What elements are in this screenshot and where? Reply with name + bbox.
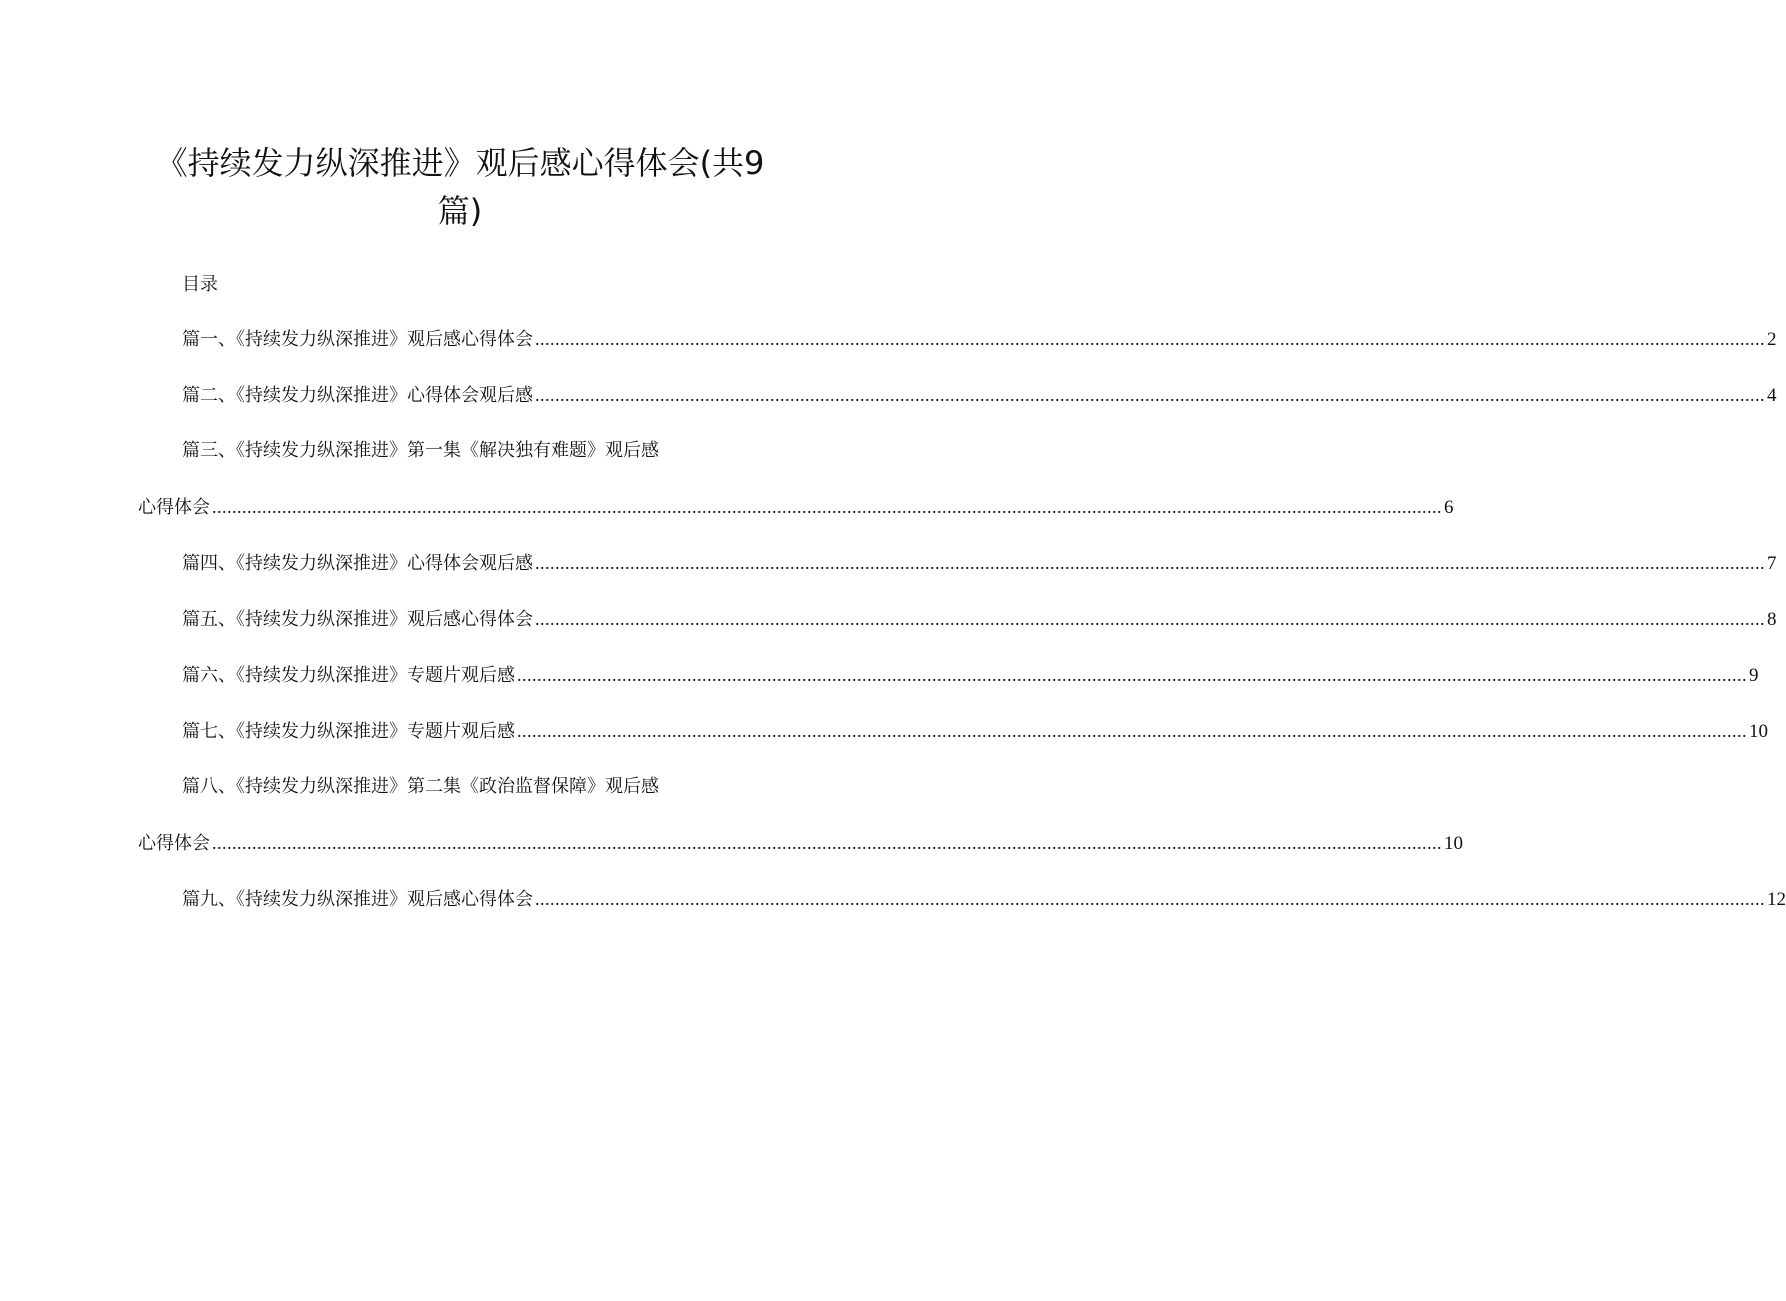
document-title-line-2: 篇) <box>437 192 483 230</box>
toc-entry-title: 篇七、《持续发力纵深推进》专题片观后感 <box>182 721 515 742</box>
toc-heading: 目录 <box>182 274 218 295</box>
toc-entry-4[interactable] <box>182 550 1777 577</box>
toc-page-number: 10 <box>1749 721 1768 742</box>
toc-entry-8-line-2[interactable] <box>138 830 1463 857</box>
toc-entry-8-line-1[interactable]: 篇八、《持续发力纵深推进》第二集《政治监督保障》观后感 <box>182 776 659 797</box>
toc-entry-9[interactable] <box>182 886 1786 913</box>
toc-page-number: 12 <box>1767 889 1786 910</box>
toc-entry-title: 心得体会 <box>138 497 210 518</box>
toc-dot-leader: ...................................................................................................................................................................................................................................................... <box>212 497 1442 517</box>
toc-dot-leader: ...................................................................................................................................................................................................................................................... <box>535 889 1765 909</box>
toc-dot-leader: ...................................................................................................................................................................................................................................................... <box>535 553 1765 573</box>
toc-entry-7[interactable] <box>182 718 1768 745</box>
toc-entry-title: 篇二、《持续发力纵深推进》心得体会观后感 <box>182 385 533 406</box>
toc-dot-leader: ...................................................................................................................................................................................................................................................... <box>535 385 1765 405</box>
toc-entry-1[interactable] <box>182 326 1777 353</box>
toc-entry-3-line-2[interactable] <box>138 494 1454 521</box>
toc-entry-2[interactable] <box>182 382 1777 409</box>
toc-entry-6[interactable] <box>182 662 1759 689</box>
toc-entry-title: 篇四、《持续发力纵深推进》心得体会观后感 <box>182 553 533 574</box>
toc-entry-title: 心得体会 <box>138 833 210 854</box>
toc-entry-title: 篇九、《持续发力纵深推进》观后感心得体会 <box>182 889 533 910</box>
toc-entry-title: 篇一、《持续发力纵深推进》观后感心得体会 <box>182 329 533 350</box>
toc-entry-5[interactable] <box>182 606 1777 633</box>
document-title-line-1: 《持续发力纵深推进》观后感心得体会(共9 <box>155 144 765 182</box>
toc-page-number: 4 <box>1767 385 1777 406</box>
toc-page-number: 2 <box>1767 329 1777 350</box>
toc-entry-3-line-1[interactable]: 篇三、《持续发力纵深推进》第一集《解决独有难题》观后感 <box>182 440 659 461</box>
toc-dot-leader: ...................................................................................................................................................................................................................................................... <box>535 329 1765 349</box>
toc-page-number: 6 <box>1444 497 1454 518</box>
toc-dot-leader: ...................................................................................................................................................................................................................................................... <box>535 609 1765 629</box>
toc-entry-title: 篇六、《持续发力纵深推进》专题片观后感 <box>182 665 515 686</box>
toc-entry-title: 篇五、《持续发力纵深推进》观后感心得体会 <box>182 609 533 630</box>
toc-page-number: 9 <box>1749 665 1759 686</box>
toc-page-number: 10 <box>1444 833 1463 854</box>
toc-dot-leader: ...................................................................................................................................................................................................................................................... <box>517 665 1747 685</box>
toc-page-number: 7 <box>1767 553 1777 574</box>
toc-dot-leader: ...................................................................................................................................................................................................................................................... <box>517 721 1747 741</box>
toc-dot-leader: ...................................................................................................................................................................................................................................................... <box>212 833 1442 853</box>
toc-page-number: 8 <box>1767 609 1777 630</box>
